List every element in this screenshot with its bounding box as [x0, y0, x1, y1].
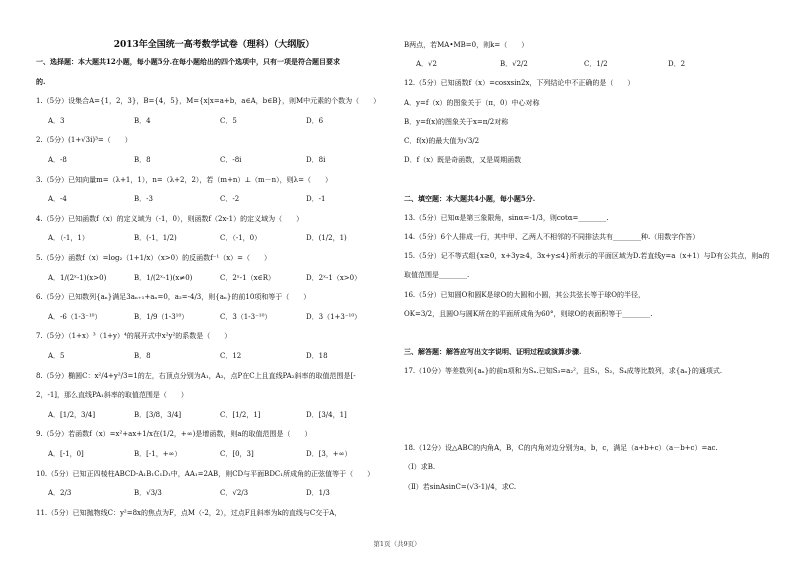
page-title: 2013年全国统一高考数学试卷（理科）（大纲版） [113, 40, 315, 50]
question-line: A．y=f（x）的图象关于（π，0）中心对称 [404, 98, 540, 107]
answer-option: C．1/2 [584, 60, 608, 69]
answer-option: C．[0，3] [220, 450, 254, 458]
answer-option: C．[1/2，1] [220, 410, 261, 419]
question-line: （Ⅰ）求B. [404, 463, 436, 472]
question-line: （Ⅱ）若sinAsinC=(√3-1)/4，求C. [404, 482, 517, 491]
answer-option: D．1/3 [306, 489, 330, 498]
question-line: 13.（5分）已知α是第三象限角，sinα=-1/3，则cotα=________. [404, 213, 609, 222]
section-heading: 的. [36, 76, 46, 86]
answer-option: A．-8 [48, 156, 67, 164]
answer-option: B．8 [134, 156, 151, 164]
question-line: 16.（5分）已知圆O和圆K是球O的大圆和小圆，其公共弦长等于球O的半径， [404, 290, 646, 299]
answer-option: B．1/9（1-3¹⁰） [134, 312, 189, 321]
question-line: OK=3/2，且圆O与圆K所在的平面所成角为60°，则球O的表面积等于________. [404, 309, 653, 318]
answer-option: C．√2/3 [220, 489, 249, 498]
section-heading: 二、填空题：本大题共4小题，每小题5分. [404, 193, 536, 203]
section-heading: 一、选择题：本大题共12小题，每小题5分.在每小题给出的四个选项中，只有一项是符合题目要求 [36, 57, 341, 66]
question-line: 14.（5分）6个人排成一行，其中甲、乙两人不相邻的不同排法共有________种.（用数字作答） [404, 233, 700, 241]
answer-option: D．-1 [306, 195, 326, 204]
question-line: 9.（5分）若函数f（x）=x²+ax+1/x在(1/2，+∞)是增函数，则a的取值范围是（ ） [36, 430, 312, 439]
answer-option: D．[3，+∞） [306, 450, 352, 458]
answer-option: B．8 [134, 352, 151, 360]
answer-option: B．4 [134, 116, 151, 125]
question-line: 3.（5分）已知向量m=（λ+1，1），n=（λ+2，2），若（m+n）⊥（m－n），则λ=（ ） [36, 175, 332, 184]
question-line: C．f(x)的最大值为√3/2 [404, 137, 480, 145]
answer-option: A．5 [48, 352, 65, 360]
answer-option: A．[1/2，3/4] [48, 410, 96, 419]
answer-option: A．1/(2ˣ-1)(x>0) [48, 273, 107, 282]
answer-option: D．3（1+3⁻¹⁰） [306, 312, 362, 321]
answer-option: D．(1/2，1) [306, 234, 347, 243]
answer-option: A．（-1，1） [48, 234, 89, 243]
answer-option: D．8i [306, 156, 326, 164]
answer-option: A．[-1，0] [48, 450, 84, 458]
answer-option: D．2ˣ-1（x>0） [306, 273, 362, 282]
question-line: 18.（12分）设△ABC的内角A，B，C的内角对边分别为a，b，c，满足（a+b+c）（a－b+c）=ac. [404, 444, 718, 453]
question-line: B．y=f(x)的图象关于x=π/2对称 [404, 117, 509, 126]
answer-option: C．5 [220, 116, 237, 125]
question-line: 取值范围是________. [404, 271, 470, 280]
answer-option: D．[3/4，1] [306, 410, 347, 419]
answer-option: B．-3 [134, 195, 153, 204]
question-line: 5.（5分）函数f（x）=log₂（1+1/x）（x>0）的反函数f⁻¹（x）=（ ） [36, 254, 272, 262]
question-line: 11.（5分）已知抛物线C：y²=8x的焦点为F，点M（-2，2），过点F且斜率为k的直线与C交于A， [36, 508, 342, 517]
page-footer: 第1页（共9页） [373, 540, 421, 548]
answer-option: C．-8i [220, 156, 242, 164]
answer-option: A．3 [48, 116, 65, 125]
section-heading: 三、解答题：解答应写出文字说明、证明过程或演算步骤. [404, 347, 582, 357]
question-line: D．f（x）既是奇函数，又是周期函数 [404, 156, 522, 165]
question-line: 2.（5分）(1+√3i)³=（ ） [36, 136, 132, 145]
answer-option: B．√2/2 [500, 60, 528, 69]
question-line: 17.（10分）等差数列{aₙ}的前n项和为Sₙ.已知S₃=a₂²，且S₁，S₂，S₄成等比数列，求{aₙ}的通项式. [404, 367, 723, 376]
question-line: 6.（5分）已知数列{aₙ}满足3aₙ₊₁+aₙ=0，a₂=-4/3，则{aₙ}的前10项和等于（ ） [36, 293, 311, 302]
question-line: 2，-1]，那么直线PA₁斜率的取值范围是（ ） [36, 391, 188, 400]
answer-option: B．[3/8，3/4] [134, 410, 182, 419]
answer-option: D．6 [306, 116, 324, 125]
question-line: 4.（5分）已知函数f（x）的定义域为（-1，0），则函数f（2x-1）的定义域为（ ） [36, 214, 304, 223]
answer-option: D．18 [306, 352, 328, 360]
question-line: 12.（5分）已知函数f（x）=cosxsin2x，下列结论中不正确的是（ ） [404, 79, 635, 88]
answer-option: C．2ˣ-1（x∈R） [220, 273, 275, 282]
answer-option: C．-2 [220, 195, 240, 204]
answer-option: B．√3/3 [134, 489, 162, 498]
answer-option: A．√2 [416, 60, 437, 69]
answer-option: C．（-1，0） [220, 234, 262, 243]
answer-option: C．12 [220, 352, 242, 360]
question-line: 15.（5分）记不等式组{x≥0，x+3y≥4，3x+y≤4}所表示的平面区域为D.若直线y=a（x+1）与D有公共点，则a的 [404, 252, 770, 261]
question-line: 8.（5分）椭圆C：x²/4+y²/3=1的左，右顶点分别为A₁，A₂，点P在C上且直线PA₂斜率的取值范围是[- [36, 371, 356, 380]
answer-option: B．1/(2ˣ-1)(x≠0) [134, 273, 193, 282]
question-line: 1.（5分）设集合A={1，2，3}，B={4，5}，M={x|x=a+b，a∈A，b∈B}，则M中元素的个数为（ ） [36, 97, 381, 106]
answer-option: C．3（1-3⁻¹⁰） [220, 312, 272, 321]
answer-option: A．-6（1-3⁻¹⁰） [48, 312, 102, 321]
answer-option: A．-4 [48, 195, 67, 204]
answer-option: B．(-1，1/2) [134, 234, 177, 243]
question-line: 10.（5分）已知正四棱柱ABCD-A₁B₁C₁D₁中，AA₁=2AB，则CD与平面BDC₁所成角的正弦值等于（ ） [36, 469, 375, 478]
question-line: B两点，若MA•MB=0，则k=（ ） [404, 41, 529, 49]
answer-option: B．[-1，+∞） [134, 450, 182, 458]
answer-option: D．2 [668, 60, 686, 69]
question-line: 7.（5分）（1+x）³（1+y）⁴的展开式中x²y²的系数是（ ） [36, 332, 232, 341]
answer-option: A．2/3 [48, 489, 72, 498]
